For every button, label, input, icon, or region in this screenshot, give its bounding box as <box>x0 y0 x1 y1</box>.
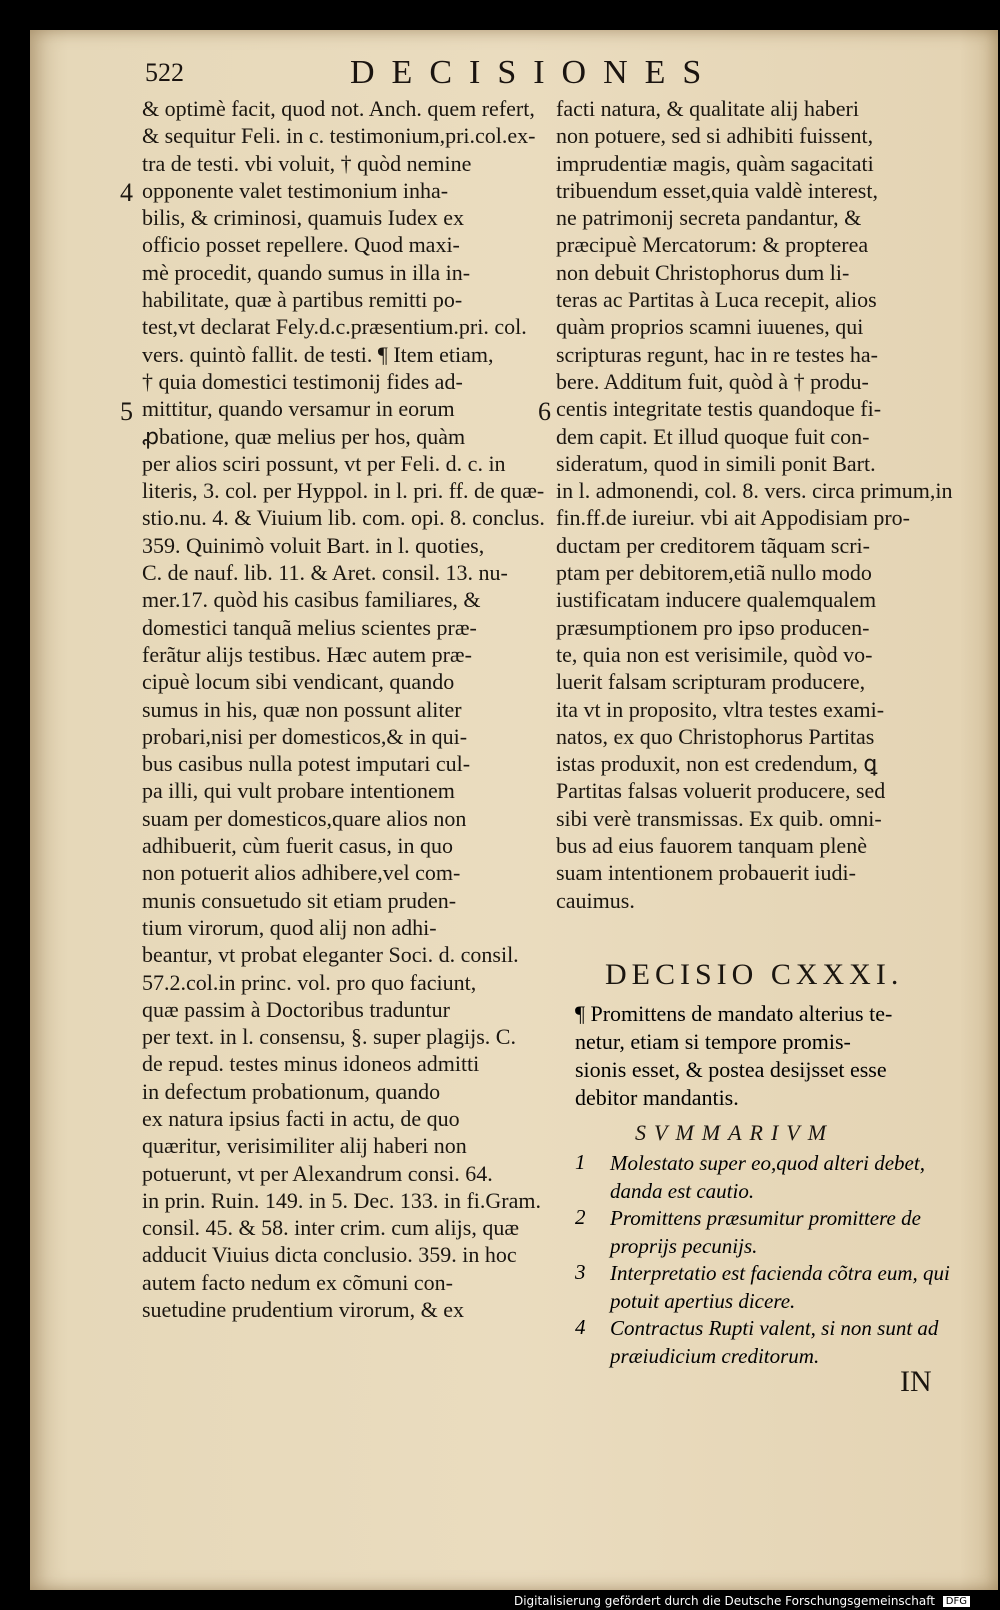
text-line <box>142 450 547 477</box>
text-line-content: officio posset repellere. Quod maxi- <box>142 232 460 258</box>
text-line <box>575 1000 955 1028</box>
text-line-content: quæ passim à Doctoribus traduntur <box>142 996 450 1022</box>
text-line-content: autem facto nedum ex cõmuni con- <box>142 1269 453 1295</box>
text-line <box>556 122 954 149</box>
text-line-content: natos, ex quo Christophorus Partitas <box>556 723 875 749</box>
text-line <box>142 532 547 559</box>
text-line <box>556 150 954 177</box>
summarium-item <box>575 1260 960 1315</box>
text-line-content: adhibuerit, cùm fuerit casus, in quo <box>142 833 453 859</box>
text-line-content: habilitate, quæ à partibus remitti po- <box>142 287 463 313</box>
text-line <box>575 1084 955 1112</box>
text-line <box>556 368 954 395</box>
text-line-content: imprudentiæ magis, quàm sagacitati <box>556 150 874 176</box>
text-line <box>142 832 547 859</box>
text-line <box>556 887 954 914</box>
footer-credit <box>514 1594 970 1608</box>
margin-number: 4 <box>120 178 133 207</box>
text-line <box>142 586 547 613</box>
text-line <box>142 1214 547 1241</box>
text-line <box>556 204 954 231</box>
text-line <box>142 777 547 804</box>
text-line-content: ferãtur alijs testibus. Hæc autem præ- <box>142 641 472 667</box>
text-line <box>556 231 954 258</box>
text-line-content: quæritur, verisimiliter alij haberi non <box>142 1133 467 1159</box>
text-line-content: cauimus. <box>556 887 635 913</box>
decisio-title: DECISIO CXXXI. <box>605 958 904 991</box>
text-line-content: potuerunt, vt per Alexandrum consi. 64. <box>142 1160 493 1186</box>
text-line-content: consil. 45. & 58. inter crim. cum alijs, quæ <box>142 1215 520 1241</box>
text-line-content: præsumptionem pro ipso producen- <box>556 614 870 640</box>
text-line <box>556 477 954 504</box>
summarium-item-text: Promittens præsumitur promittere de proprijs pecunijs. <box>610 1206 921 1258</box>
summarium-item-text: Interpretatio est facienda cõtra eum, qui potuit apertius dicere. <box>610 1261 950 1313</box>
text-line <box>142 941 547 968</box>
text-line-content: te, quia non est verisimile, quòd vo- <box>556 641 873 667</box>
text-line <box>142 477 547 504</box>
footer-bar <box>0 1590 1000 1610</box>
summarium-item-text: Molestato super eo,quod alteri debet, danda est cautio. <box>610 1151 925 1203</box>
text-line-content: suam per domesticos,quare alios non <box>142 805 467 831</box>
text-line-content: ptam per debitorem,etiã nullo modo <box>556 560 872 586</box>
text-line <box>142 313 547 340</box>
text-line <box>142 1241 547 1268</box>
text-line-content: in prin. Ruin. 149. in 5. Dec. 133. in fi.Gram. <box>142 1187 542 1213</box>
text-line <box>142 423 547 450</box>
text-line-content: † quia domestici testimonij fides ad- <box>142 368 463 394</box>
text-line <box>142 150 547 177</box>
text-line <box>142 723 547 750</box>
summarium-item <box>575 1150 960 1205</box>
text-line <box>142 204 547 231</box>
text-line-content: non potuerit alios adhibere,vel com- <box>142 860 461 886</box>
text-line <box>142 1132 547 1159</box>
text-line <box>556 259 954 286</box>
catchword: IN <box>900 1365 932 1398</box>
summarium-list <box>575 1150 960 1370</box>
text-line-content: non debuit Christophorus dum li- <box>556 259 850 285</box>
text-line-content: C. de nauf. lib. 11. & Aret. consil. 13. nu- <box>142 560 508 586</box>
text-line <box>142 1105 547 1132</box>
text-line-content: debitor mandantis. <box>575 1085 739 1110</box>
text-line <box>142 259 547 286</box>
text-line <box>142 122 547 149</box>
text-line-content: Partitas falsas voluerit producere, sed <box>556 778 886 804</box>
page-number: 522 <box>145 58 184 87</box>
text-line-content: test,vt declarat Fely.d.c.præsentium.pri. col. <box>142 314 527 340</box>
text-line-content: vers. quintò fallit. de testi. ¶ Item etiam, <box>142 341 494 367</box>
text-line <box>556 805 954 832</box>
text-line <box>142 1160 547 1187</box>
text-line-content: opponente valet testimonium inha- <box>142 177 449 203</box>
text-line <box>142 641 547 668</box>
text-line <box>142 668 547 695</box>
text-line <box>142 286 547 313</box>
text-line <box>575 1056 955 1084</box>
text-line <box>142 614 547 641</box>
text-line-content: tra de testi. vbi voluit, † quòd nemine <box>142 150 472 176</box>
text-line <box>556 395 954 422</box>
text-line <box>142 504 547 531</box>
text-line-content: literis, 3. col. per Hyppol. in l. pri. ff. de quæ- <box>142 478 545 504</box>
summarium-item <box>575 1205 960 1260</box>
text-line <box>556 504 954 531</box>
text-line <box>556 313 954 340</box>
text-line <box>556 559 954 586</box>
text-line-content: bere. Additum fuit, quòd à † produ- <box>556 368 869 394</box>
text-line-content: in l. admonendi, col. 8. vers. circa primum,in <box>556 478 953 504</box>
text-line-content: per alios sciri possunt, vt per Feli. d. c. in <box>142 450 506 476</box>
text-line-content: præcipuè Mercatorum: & propterea <box>556 232 869 258</box>
text-line <box>142 368 547 395</box>
text-line-content: domestici tanquã melius scientes præ- <box>142 614 477 640</box>
text-line <box>142 177 547 204</box>
text-line-content: sibi verè transmissas. Ex quib. omni- <box>556 805 882 831</box>
text-line-content: stio.nu. 4. & Viuium lib. com. opi. 8. conclus. <box>142 505 545 531</box>
text-line <box>142 395 547 422</box>
text-line-content: tribuendum esset,quia valdè interest, <box>556 177 878 203</box>
text-line <box>142 231 547 258</box>
text-line <box>556 95 954 122</box>
text-line <box>142 341 547 368</box>
text-line-content: per text. in l. consensu, §. super plagijs. C. <box>142 1024 516 1050</box>
text-line-content: cipuè locum sibi vendicant, quando <box>142 669 455 695</box>
text-line-content: suam intentionem probauerit iudi- <box>556 860 856 886</box>
text-line-content: sideratum, quod in simili ponit Bart. <box>556 450 876 476</box>
text-line-content: iustificatam inducere qualemqualem <box>556 587 877 613</box>
summarium-item-number: 4 <box>575 1315 586 1339</box>
text-line-content: sumus in his, quæ non possunt aliter <box>142 696 462 722</box>
text-line-content: mè procedit, quando sumus in illa in- <box>142 259 471 285</box>
summarium-item-number: 3 <box>575 1260 586 1284</box>
text-line-content: 359. Quinimò voluit Bart. in l. quoties, <box>142 532 485 558</box>
text-line-content: quàm proprios scamni iuuenes, qui <box>556 314 864 340</box>
text-line-content: bus casibus nulla potest imputari cul- <box>142 751 471 777</box>
text-line-content: netur, etiam si tempore promis- <box>575 1029 851 1054</box>
summarium-item-number: 2 <box>575 1205 586 1229</box>
text-line-content: beantur, vt probat eleganter Soci. d. consil. <box>142 942 519 968</box>
text-line <box>556 750 954 777</box>
text-line-content: mittitur, quando versamur in eorum <box>142 396 455 422</box>
text-line-content: ita vt in proposito, vltra testes exami- <box>556 696 885 722</box>
footer-credit-text: Digitalisierung gefördert durch die Deutsche Forschungsgemeinschaft <box>513 1594 935 1608</box>
text-line <box>142 696 547 723</box>
text-line-content: facti natura, & qualitate alij haberi <box>556 96 859 121</box>
right-text-column <box>556 95 954 914</box>
text-line-content: 57.2.col.in princ. vol. pro quo faciunt, <box>142 969 477 995</box>
text-line <box>142 1269 547 1296</box>
text-line <box>556 668 954 695</box>
text-line <box>142 859 547 886</box>
text-line-content: scripturas regunt, hac in re testes ha- <box>556 341 878 367</box>
text-line <box>556 532 954 559</box>
margin-number: 6 <box>538 397 551 426</box>
text-line-content: adducit Viuius dicta conclusio. 359. in hoc <box>142 1242 517 1268</box>
summarium-item-text: Contractus Rupti valent, si non sunt ad præiudicium creditorum. <box>610 1316 939 1368</box>
text-line <box>142 914 547 941</box>
text-line <box>142 996 547 1023</box>
text-line-content: ductam per creditorem tãquam scri- <box>556 532 870 558</box>
text-line <box>575 1028 955 1056</box>
text-line-content: centis integritate testis quandoque fi- <box>556 396 882 422</box>
summarium-item <box>575 1315 960 1370</box>
text-line-content: bus ad eius fauorem tanquam plenè <box>556 833 867 859</box>
margin-number: 5 <box>120 397 133 426</box>
text-line-content: & optimè facit, quod not. Anch. quem refert, <box>142 96 535 121</box>
text-line-content: istas produxit, non est credendum, ꝗ <box>556 751 878 777</box>
left-text-column <box>142 95 547 1323</box>
text-line-content: sionis esset, & postea desijsset esse <box>575 1057 887 1082</box>
text-line <box>556 696 954 723</box>
text-line <box>142 1023 547 1050</box>
text-line <box>556 641 954 668</box>
text-line-content: teras ac Partitas à Luca recepit, alios <box>556 287 877 313</box>
text-line <box>556 286 954 313</box>
text-line <box>142 969 547 996</box>
text-line <box>556 832 954 859</box>
text-line-content: non potuere, sed si adhibiti fuissent, <box>556 123 874 149</box>
text-line-content: de repud. testes minus idoneos admitti <box>142 1051 480 1077</box>
decisio-summary <box>575 1000 955 1112</box>
text-line <box>556 777 954 804</box>
text-line <box>556 450 954 477</box>
text-line-content: munis consuetudo sit etiam pruden- <box>142 887 457 913</box>
text-line <box>556 723 954 750</box>
text-line <box>142 1078 547 1105</box>
text-line-content: tium virorum, quod alij non adhi- <box>142 914 437 940</box>
text-line <box>556 341 954 368</box>
text-line-content: luerit falsam scripturam producere, <box>556 669 866 695</box>
dfg-logo: DFG <box>943 1596 970 1607</box>
summarium-item-number: 1 <box>575 1150 586 1174</box>
text-line <box>142 750 547 777</box>
text-line <box>142 1187 547 1214</box>
text-line-content: suetudine prudentium virorum, & ex <box>142 1297 464 1323</box>
text-line-content: dem capit. Et illud quoque fuit con- <box>556 423 870 449</box>
text-line-content: ne patrimonij secreta pandantur, & <box>556 205 862 231</box>
text-line <box>556 177 954 204</box>
text-line-content: ꝓbatione, quæ melius per hos, quàm <box>142 423 466 449</box>
text-line-content: pa illi, qui vult probare intentionem <box>142 778 455 804</box>
text-line <box>142 805 547 832</box>
text-line-content: bilis, & criminosi, quamuis Iudex ex <box>142 205 465 231</box>
text-line-content: in defectum probationum, quando <box>142 1078 441 1104</box>
text-line-content: ¶ Promittens de mandato alterius te- <box>575 1001 893 1026</box>
summarium-heading: SVMMARIVM <box>635 1120 835 1145</box>
text-line <box>142 1296 547 1323</box>
text-line <box>556 614 954 641</box>
text-line-content: fin.ff.de iureiur. vbi ait Appodisiam pro- <box>556 505 910 531</box>
text-line <box>556 586 954 613</box>
running-title: DECISIONES <box>350 54 719 91</box>
text-line <box>142 559 547 586</box>
text-line <box>556 859 954 886</box>
text-line-content: & sequitur Feli. in c. testimonium,pri.col.ex- <box>142 123 536 149</box>
text-line-content: ex natura ipsius facti in actu, de quo <box>142 1105 460 1131</box>
page-header <box>145 54 980 98</box>
text-line <box>142 1050 547 1077</box>
text-line <box>142 95 547 122</box>
text-line <box>556 423 954 450</box>
text-line-content: mer.17. quòd his casibus familiares, & <box>142 587 481 613</box>
text-line-content: probari,nisi per domesticos,& in qui- <box>142 723 468 749</box>
text-line <box>142 887 547 914</box>
